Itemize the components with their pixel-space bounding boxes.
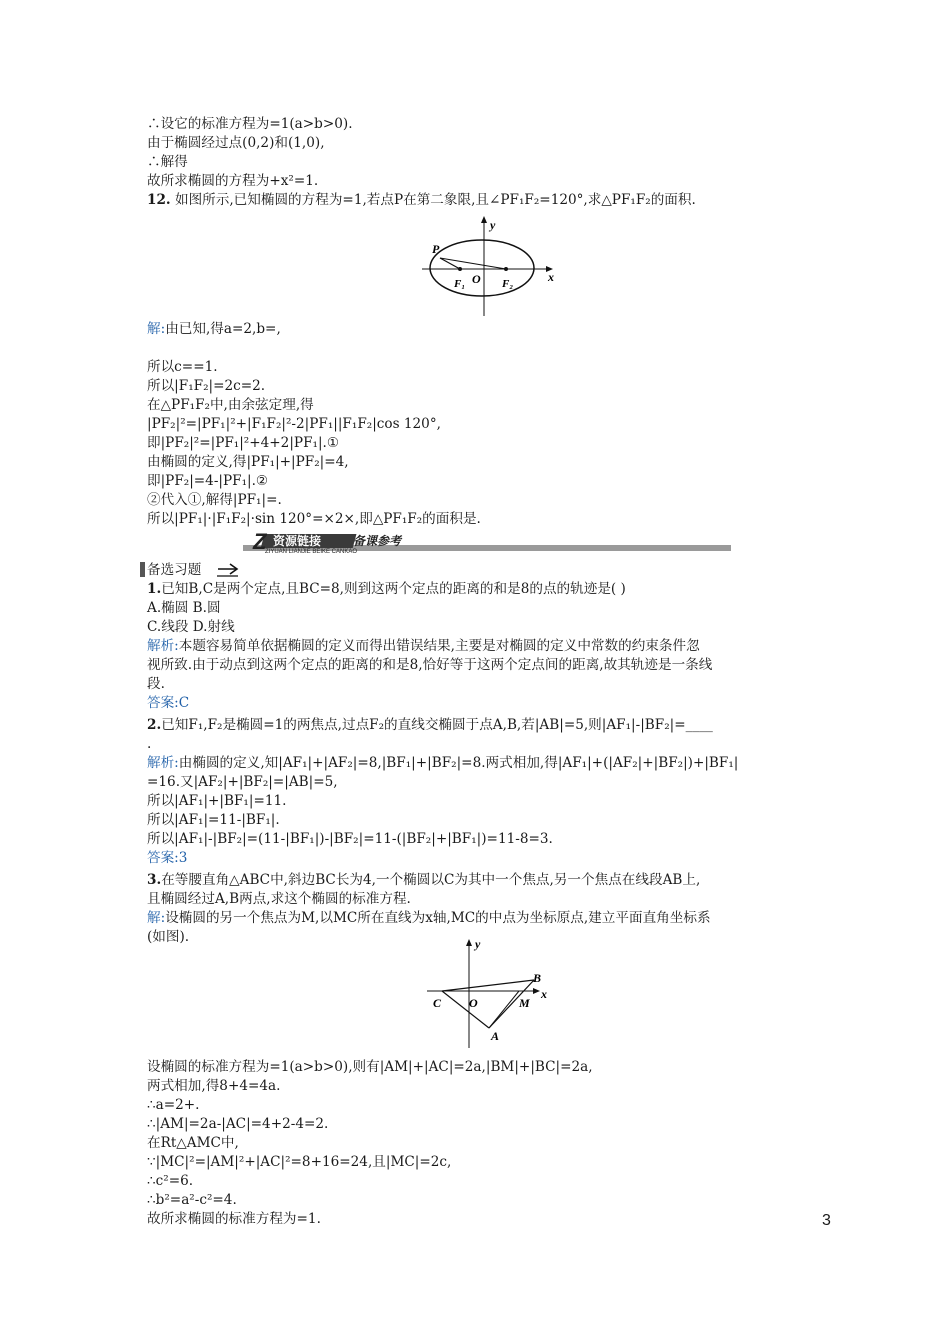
y-arrow <box>466 939 472 946</box>
text-line-l44 <box>147 1210 321 1228</box>
text-line-l29 <box>147 811 280 829</box>
text-segment: 答案:C <box>147 695 190 711</box>
text-segment: ∴|AM|=2a-|AC|=4+2-4=2. <box>147 1116 329 1132</box>
text-line-l42 <box>147 1172 193 1190</box>
text-line-l22 <box>147 675 165 693</box>
text-segment: 由椭圆的定义,得|PF₁|+|PF₂|=4, <box>147 454 349 470</box>
text-segment: 由椭圆的定义,知|AF₁|+|AF₂|=8,|BF₁|+|BF₂|=8.两式相加,得|AF₁|+(|AF₂|+|BF₂|)+|BF₁| <box>178 755 739 771</box>
label-f1: F₁ <box>454 278 466 290</box>
text-segment: 所以c==1. <box>147 359 218 375</box>
text-line-l37 <box>147 1077 280 1095</box>
segment-am <box>489 991 519 1028</box>
figure-ellipse <box>420 215 570 320</box>
text-segment: 即|PF₂|=4-|PF₁|.② <box>147 473 269 489</box>
text-line-l11 <box>147 434 339 452</box>
label-y: y <box>475 937 481 951</box>
text-segment: 备选习题 <box>147 562 202 578</box>
text-segment: 即|PF₂|²=|PF₁|²+4+2|PF₁|.① <box>147 435 340 451</box>
text-segment: 已知F₁,F₂是椭圆=1的两焦点,过点F₂的直线交椭圆于点A,B,若|AB|=5,则|AF₁|-|BF₂|=____ <box>161 717 713 733</box>
label-m: M <box>519 996 530 1010</box>
text-line-l25 <box>147 735 151 753</box>
text-segment: 故所求椭圆的方程为+x²=1. <box>147 173 319 189</box>
text-line-l13 <box>147 472 268 490</box>
page-number: 3 <box>822 1212 831 1229</box>
text-line-l20 <box>147 637 700 655</box>
figure-triangle <box>425 936 565 1048</box>
text-segment: 解析: <box>147 638 179 654</box>
point-f1 <box>458 267 462 271</box>
text-line-l14 <box>147 491 282 509</box>
text-segment: 在等腰直角△ABC中,斜边BC长为4,一个椭圆以C为其中一个焦点,另一个焦点在线段AB上, <box>161 872 701 888</box>
text-line-l34 <box>147 909 711 927</box>
text-segment: 由于椭圆经过点(0,2)和(1,0), <box>147 135 325 151</box>
text-segment: |PF₂|²=|PF₁|²+|F₁F₂|²-2|PF₁||F₁F₂|cos 120°, <box>147 416 441 432</box>
text-line-l36 <box>147 1058 593 1076</box>
text-line-l17 <box>147 580 626 598</box>
text-segment: . <box>147 736 152 752</box>
label-y: y <box>490 218 496 232</box>
text-segment: ∴解得 <box>147 154 188 170</box>
segment-ca <box>442 991 489 1028</box>
text-segment: 视所致.由于动点到这两个定点的距离的和是8,恰好等于这两个定点间的距离,故其轨迹是一条线 <box>147 657 713 673</box>
label-a: A <box>491 1029 500 1043</box>
ellipse-curve <box>430 240 534 296</box>
section-banner <box>243 532 731 554</box>
text-line-l12 <box>147 453 349 471</box>
text-line-l27 <box>147 773 338 791</box>
text-segment: 在△PF₁F₂中,由余弦定理,得 <box>147 397 314 413</box>
text-line-l28 <box>147 792 286 810</box>
text-segment: 12. <box>147 192 171 208</box>
text-segment: ∵|MC|²=|AM|²+|AC|²=8+16=24,且|MC|=2c, <box>147 1154 452 1170</box>
text-line-l35 <box>147 928 189 946</box>
text-line-l3 <box>147 153 188 171</box>
text-segment: 解析: <box>147 755 179 771</box>
text-line-l19 <box>147 618 235 636</box>
arrow-icon <box>216 561 240 577</box>
text-line-l18 <box>147 599 221 617</box>
text-segment: A.椭圆 B.圆 <box>147 600 221 616</box>
text-line-l1 <box>147 115 353 133</box>
text-line-l26 <box>147 754 738 772</box>
text-line-l5 <box>147 191 696 209</box>
text-line-l16 <box>147 561 201 579</box>
text-segment: 解: <box>147 321 166 337</box>
text-segment: 所以|AF₁|+|BF₁|=11. <box>147 793 287 809</box>
text-segment: 如图所示,已知椭圆的方程为=1,若点P在第二象限,且∠PF₁F₂=120°,求△PF₁F₂的面积. <box>170 192 696 208</box>
text-line-l38 <box>147 1096 200 1114</box>
text-segment: 由已知,得a=2,b=, <box>165 321 281 337</box>
text-line-l4 <box>147 172 318 190</box>
text-segment: 所以|F₁F₂|=2c=2. <box>147 378 266 394</box>
label-f2: F₂ <box>502 278 514 290</box>
text-line-l15 <box>147 510 481 528</box>
text-line-l10 <box>147 415 441 433</box>
label-x: x <box>548 270 554 284</box>
text-line-l21 <box>147 656 712 674</box>
text-segment: 两式相加,得8+4=4a. <box>147 1078 281 1094</box>
text-line-l24 <box>147 716 713 734</box>
label-o: O <box>469 996 478 1010</box>
point-f2 <box>504 267 508 271</box>
banner-logo: Z <box>253 532 267 554</box>
text-segment: 且椭圆经过A,B两点,求这个椭圆的标准方程. <box>147 891 411 907</box>
text-line-l41 <box>147 1153 451 1171</box>
text-line-l7 <box>147 358 218 376</box>
text-segment: ∴b²=a²-c²=4. <box>147 1192 237 1208</box>
text-segment: ∴设它的标准方程为=1(a>b>0). <box>147 116 353 132</box>
text-line-l33 <box>147 890 411 908</box>
text-line-l2 <box>147 134 325 152</box>
text-line-l23 <box>147 694 189 712</box>
text-line-l9 <box>147 396 314 414</box>
text-line-l31 <box>147 849 187 867</box>
text-segment: 故所求椭圆的标准方程为=1. <box>147 1211 321 1227</box>
text-segment: 1. <box>147 581 162 597</box>
text-segment: 答案:3 <box>147 850 188 866</box>
text-segment: 已知B,C是两个定点,且BC=8,则到这两个定点的距离的和是8的点的轨迹是( ) <box>161 581 626 597</box>
text-segment: 所以|PF₁|·|F₁F₂|·sin 120°=×2×,即△PF₁F₂的面积是. <box>147 511 481 527</box>
x-arrow <box>533 988 540 994</box>
text-segment: =16.又|AF₂|+|BF₂|=|AB|=5, <box>147 774 338 790</box>
banner-sub-text: 备课参考 <box>353 534 402 548</box>
text-segment: 3. <box>147 872 162 888</box>
text-segment: 设椭圆的标准方程为=1(a>b>0),则有|AM|+|AC|=2a,|BM|+|BC|=2a, <box>147 1059 593 1075</box>
label-p: P <box>432 242 440 256</box>
text-line-l30 <box>147 830 553 848</box>
text-segment: 所以|AF₁|-|BF₂|=(11-|BF₁|)-|BF₂|=11-(|BF₂|+|BF₁|)=11-8=3. <box>147 831 553 847</box>
text-segment: 所以|AF₁|=11-|BF₁|. <box>147 812 280 828</box>
bullet-bar <box>140 562 146 578</box>
label-c: C <box>433 996 442 1010</box>
banner-main-text: 资源链接 <box>273 534 322 548</box>
label-o: O <box>472 272 481 286</box>
text-segment: ∴a=2+. <box>147 1097 200 1113</box>
text-line-l43 <box>147 1191 237 1209</box>
text-line-l32 <box>147 871 700 889</box>
text-segment: (如图). <box>147 929 190 945</box>
text-line-l39 <box>147 1115 328 1133</box>
banner-pinyin: ZIYUAN LIANJIE BEIKE CANKAO <box>265 549 358 554</box>
text-segment: 2. <box>147 717 162 733</box>
text-segment: 设椭圆的另一个焦点为M,以MC所在直线为x轴,MC的中点为坐标原点,建立平面直角坐标系 <box>165 910 711 926</box>
text-segment: 本题容易简单依据椭圆的定义而得出错误结果,主要是对椭圆的定义中常数的约束条件忽 <box>178 638 700 654</box>
segment-cb <box>442 980 534 991</box>
label-b: B <box>533 971 542 985</box>
text-segment: C.线段 D.射线 <box>147 619 235 635</box>
text-segment: ②代入①,解得|PF₁|=. <box>147 492 282 508</box>
text-segment: 在Rt△AMC中, <box>147 1135 239 1151</box>
text-segment: 段. <box>147 676 165 692</box>
text-segment: ∴c²=6. <box>147 1173 194 1189</box>
text-line-l40 <box>147 1134 239 1152</box>
text-line-l8 <box>147 377 265 395</box>
y-arrow <box>481 216 487 223</box>
label-x: x <box>541 987 547 1001</box>
text-segment: 解: <box>147 910 166 926</box>
text-line-l6 <box>147 320 281 338</box>
